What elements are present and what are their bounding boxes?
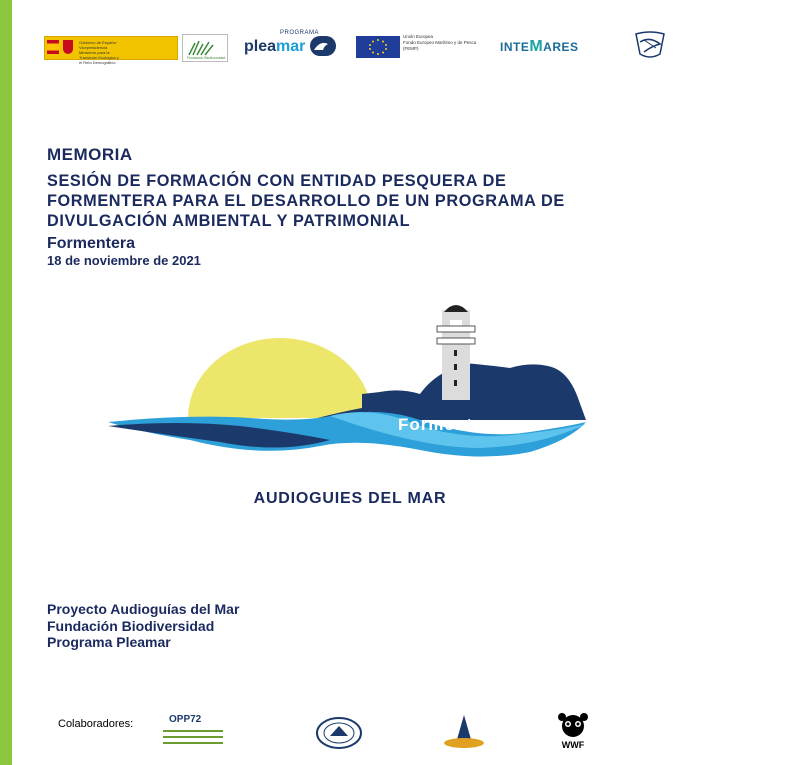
intemares-a: INTE <box>500 40 530 54</box>
opp72-logo <box>163 714 225 746</box>
wwf-logo <box>553 712 593 752</box>
project-line2: Fundación Biodiversidad <box>47 617 215 634</box>
left-green-bar <box>0 0 12 765</box>
audioguies-brand: AUDIOGUIES DEL MAR <box>253 490 447 507</box>
collaborators-label: Colaboradores: <box>58 718 134 730</box>
pleamar-small-text: PROGRAMA <box>280 30 320 36</box>
eu-text <box>403 34 491 52</box>
document-date: 18 de noviembre de 2021 <box>47 253 201 268</box>
intemares-w: M <box>529 38 544 55</box>
project-line1: Proyecto Audioguías del Mar <box>47 601 240 617</box>
pleamar-b: mar <box>276 38 306 55</box>
pleamar-logo <box>244 30 338 60</box>
cofradia-logo <box>442 713 486 751</box>
spain-flag-icon <box>47 40 59 54</box>
document-heading: MEMORIA <box>47 145 133 164</box>
eu-flag-icon <box>356 36 400 58</box>
grass-icon <box>183 35 227 61</box>
formentera-illustration <box>100 290 600 480</box>
opp72-text: OPP72 <box>169 714 202 725</box>
spain-government-logo <box>44 36 178 65</box>
pleamar-wave-icon <box>310 36 336 56</box>
session-title-line1: SESIÓN DE FORMACIÓN CON ENTIDAD PESQUERA DE <box>47 172 507 190</box>
place-name: Formentera <box>47 235 136 252</box>
title-block <box>47 145 747 268</box>
fishermen-association-logo <box>314 716 364 750</box>
pleamar-a: plea <box>244 38 277 55</box>
wwf-text: WWF <box>561 740 585 750</box>
island-label: Formentera <box>398 415 502 434</box>
fundacion-logo-text: Fundación Biodiversidad <box>187 56 226 60</box>
project-line3: Programa Pleamar <box>47 634 171 650</box>
intemares-logo <box>500 38 579 56</box>
coat-of-arms-icon <box>63 40 73 54</box>
intemares-b: ARES <box>543 40 579 54</box>
session-title <box>47 171 747 231</box>
eu-line2: Fondo Europeo Marítimo y de Pesca (FEMP) <box>403 40 477 51</box>
session-title-line2: FORMENTERA PARA EL DESARROLLO DE UN PROGRAMA DE <box>47 192 565 210</box>
fundacion-biodiversidad-logo <box>182 34 228 62</box>
audioguies-artwork <box>100 290 600 520</box>
pleamar-wordmark <box>244 38 305 56</box>
fishing-agency-emblem-icon <box>630 30 670 60</box>
session-title-line3: DIVULGACIÓN AMBIENTAL Y PATRIMONIAL <box>47 212 411 230</box>
ministry-text: Gobierno de España · Vicepresidencia Ministerio para la Transición Ecológica y el Reto Demográfico <box>79 40 119 65</box>
eu-line1: Unión Europea <box>403 34 434 39</box>
project-credits <box>47 601 239 651</box>
sun-shape <box>188 338 372 418</box>
